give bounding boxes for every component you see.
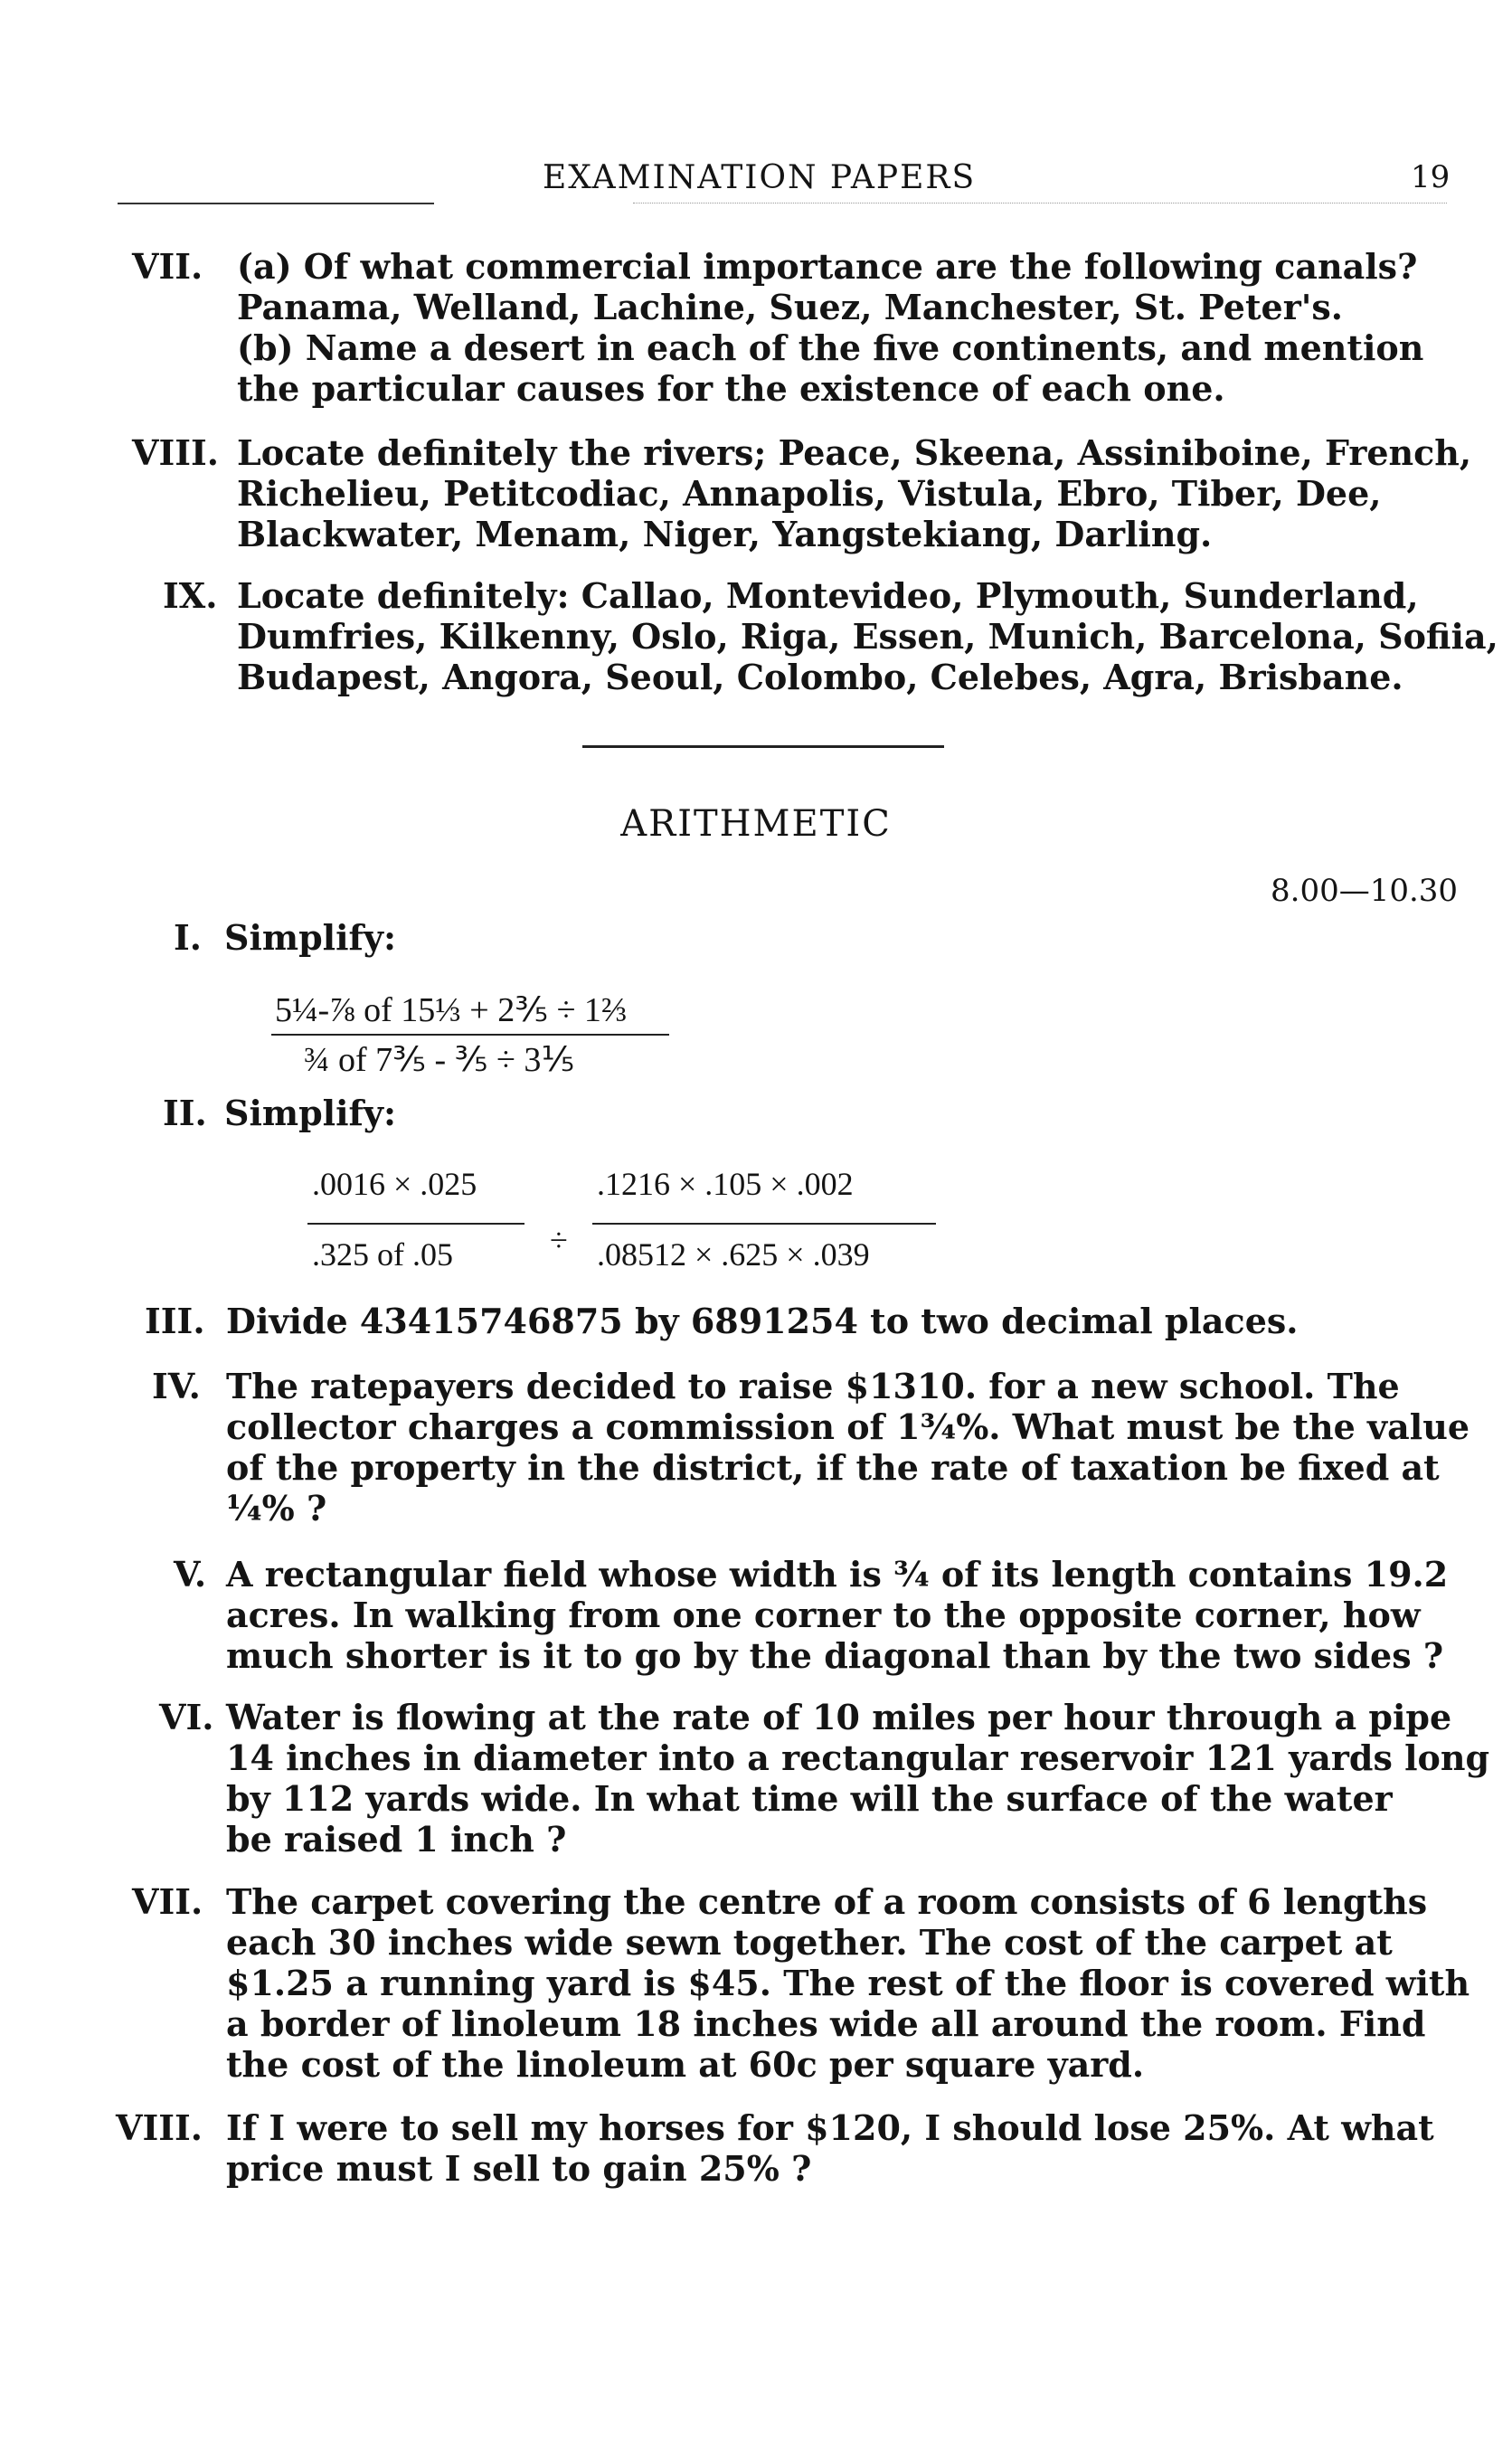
question-number: II. <box>163 1093 207 1133</box>
question-line: Locate definitely the rivers; Peace, Skeena, Assiniboine, French, <box>237 432 1472 473</box>
question-line: price must I sell to gain 25% ? <box>226 2148 812 2189</box>
fraction-bar <box>307 1223 524 1225</box>
question-number: III. <box>145 1301 205 1341</box>
question-line: each 30 inches wide sewn together. The cost of the carpet at <box>226 1922 1393 1963</box>
question-line: the particular causes for the existence of each one. <box>237 368 1225 409</box>
fraction-bar <box>271 1034 669 1036</box>
page-number: 19 <box>1411 159 1451 195</box>
question-text: Simplify: <box>224 1093 396 1133</box>
question-number: VIII. <box>132 432 220 473</box>
decimal-numerator-1: .0016 × .025 <box>312 1166 477 1202</box>
question-line: Dumfries, Kilkenny, Oslo, Riga, Essen, Munich, Barcelona, Sofiia, <box>237 616 1498 657</box>
question-line: collector charges a commission of 1¾%. What must be the value <box>226 1406 1469 1447</box>
question-number: VII. <box>132 246 203 287</box>
running-title: EXAMINATION PAPERS <box>543 159 977 196</box>
question-line: Divide 43415746875 by 6891254 to two decimal places. <box>226 1301 1299 1341</box>
question-line: The carpet covering the centre of a room consists of 6 lengths <box>226 1881 1428 1922</box>
question-line: by 112 yards wide. In what time will the surface of the water <box>226 1778 1393 1819</box>
question-number: VIII. <box>116 2107 203 2148</box>
question-number: IX. <box>163 575 218 616</box>
question-line: Panama, Welland, Lachine, Suez, Manchester, St. Peter's. <box>237 287 1343 327</box>
question-line: Blackwater, Menam, Niger, Yangstekiang, Darling. <box>237 514 1213 554</box>
fraction-bar <box>592 1223 936 1225</box>
question-line: (b) Name a desert in each of the five continents, and mention <box>237 327 1424 368</box>
question-number: I. <box>174 917 203 958</box>
question-line: Budapest, Angora, Seoul, Colombo, Celebes, Agra, Brisbane. <box>237 657 1403 697</box>
question-line: ¼% ? <box>226 1488 327 1529</box>
question-line: acres. In walking from one corner to the opposite corner, how <box>226 1595 1421 1635</box>
question-text: Simplify: <box>224 917 396 958</box>
header-rule-dotted <box>633 203 1447 204</box>
question-line: If I were to sell my horses for $120, I should lose 25%. At what <box>226 2107 1434 2148</box>
header-rule <box>118 203 434 204</box>
question-line: the cost of the linoleum at 60c per square yard. <box>226 2044 1145 2085</box>
question-line: a border of linoleum 18 inches wide all around the room. Find <box>226 2003 1426 2044</box>
fraction-numerator: 5¼-⅞ of 15⅓ + 2⅗ ÷ 1⅔ <box>275 991 628 1029</box>
question-line: 14 inches in diameter into a rectangular reservoir 121 yards long <box>226 1737 1490 1778</box>
question-line: Water is flowing at the rate of 10 miles per hour through a pipe <box>226 1697 1452 1737</box>
question-number: VII. <box>132 1881 203 1922</box>
question-line: $1.25 a running yard is $45. The rest of the floor is covered with <box>226 1963 1470 2003</box>
exam-time: 8.00—10.30 <box>1271 873 1459 909</box>
question-number: V. <box>174 1554 207 1595</box>
decimal-denominator-1: .325 of .05 <box>312 1236 453 1273</box>
decimal-denominator-2: .08512 × .625 × .039 <box>597 1236 870 1273</box>
fraction-denominator: ¾ of 7⅗ - ⅗ ÷ 3⅕ <box>304 1041 575 1079</box>
question-line: of the property in the district, if the rate of taxation be fixed at <box>226 1447 1440 1488</box>
section-separator <box>582 745 944 748</box>
question-number: VI. <box>159 1697 214 1737</box>
decimal-numerator-2: .1216 × .105 × .002 <box>597 1166 854 1202</box>
question-line: be raised 1 inch ? <box>226 1819 567 1860</box>
fraction-expression <box>271 989 669 1080</box>
question-line: much shorter is it to go by the diagonal than by the two sides ? <box>226 1635 1444 1676</box>
question-line: A rectangular field whose width is ¾ of its length contains 19.2 <box>226 1554 1449 1595</box>
section-title: ARITHMETIC <box>620 803 892 845</box>
question-line: Richelieu, Petitcodiac, Annapolis, Vistula, Ebro, Tiber, Dee, <box>237 473 1382 514</box>
question-line: Locate definitely: Callao, Montevideo, Plymouth, Sunderland, <box>237 575 1419 616</box>
question-number: IV. <box>152 1366 201 1406</box>
question-line: The ratepayers decided to raise $1310. for a new school. The <box>226 1366 1400 1406</box>
question-line: (a) Of what commercial importance are the following canals? <box>237 246 1418 287</box>
division-sign: ÷ <box>550 1222 568 1258</box>
